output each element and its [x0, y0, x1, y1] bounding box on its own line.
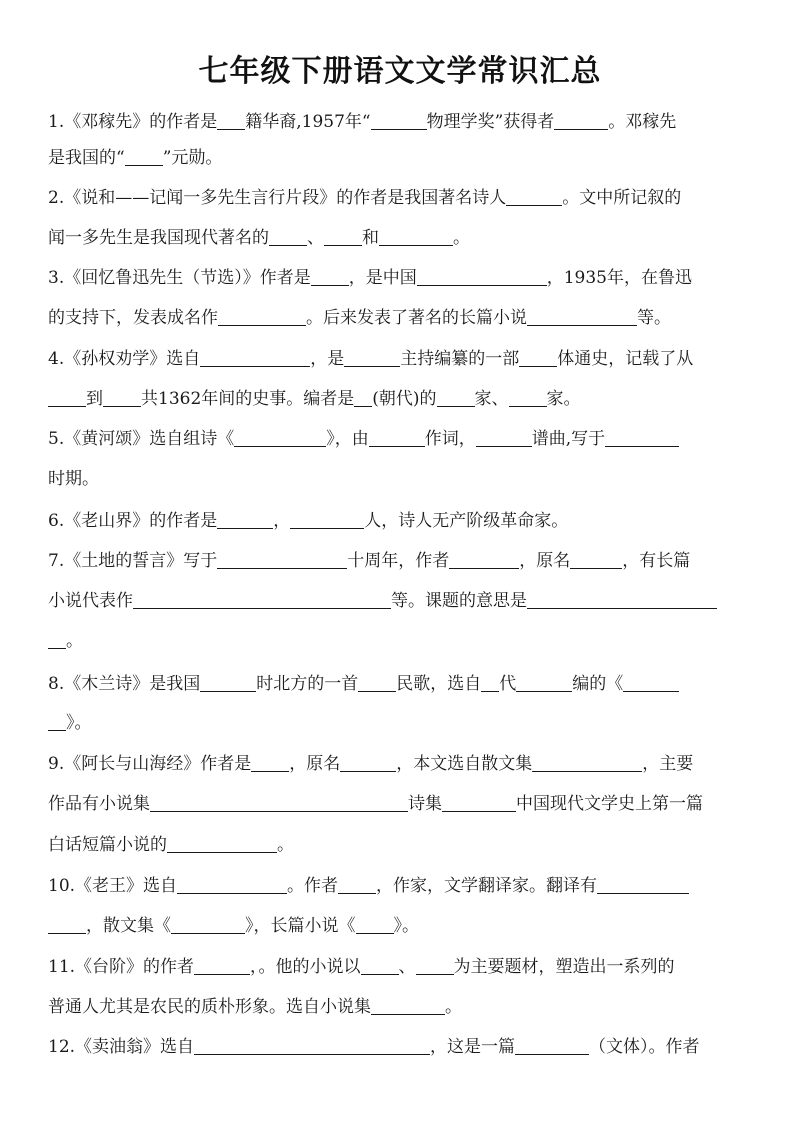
text-segment: 中国现代文学史上第一篇 — [516, 794, 703, 814]
fill-in-blank[interactable] — [200, 690, 256, 692]
fill-in-blank[interactable] — [356, 932, 394, 934]
text-line — [48, 825, 758, 865]
text-segment: 。作者 — [287, 876, 339, 896]
fill-in-blank[interactable] — [437, 405, 475, 407]
fill-in-blank[interactable] — [218, 324, 306, 326]
text-segment: 诗集 — [408, 794, 442, 814]
text-line — [48, 459, 758, 499]
text-segment: 》，由 — [326, 429, 369, 449]
text-segment: ，原名 — [289, 754, 341, 774]
fill-in-blank[interactable] — [532, 770, 642, 772]
text-segment: ，有长篇 — [622, 551, 691, 571]
fill-in-blank[interactable] — [103, 405, 141, 407]
text-line — [48, 947, 758, 987]
text-segment: 到 — [86, 389, 103, 409]
text-segment: ，作家，文学翻译家。翻译有 — [376, 876, 598, 896]
text-line — [48, 258, 758, 298]
fill-in-blank[interactable] — [177, 892, 287, 894]
text-segment: 籍华裔,1957年“ — [245, 112, 371, 132]
text-segment: 10.《老王》选自 — [48, 876, 178, 896]
fill-in-blank[interactable] — [358, 690, 396, 692]
text-line — [48, 138, 758, 178]
fill-in-blank[interactable] — [48, 729, 66, 731]
fill-in-blank[interactable] — [217, 567, 347, 569]
text-line — [48, 906, 758, 946]
fill-in-blank[interactable] — [605, 445, 679, 447]
fill-in-blank[interactable] — [527, 324, 637, 326]
text-line — [48, 339, 758, 379]
fill-in-blank[interactable] — [597, 892, 689, 894]
text-segment: 编的《 — [572, 674, 624, 694]
text-line — [48, 744, 758, 784]
fill-in-blank[interactable] — [194, 1053, 430, 1055]
text-segment: 12.《卖油翁》选自 — [48, 1037, 195, 1057]
text-segment: 小说代表作 — [48, 591, 133, 611]
fill-in-blank[interactable] — [449, 567, 519, 569]
fill-in-blank[interactable] — [48, 932, 86, 934]
fill-in-blank[interactable] — [361, 973, 399, 975]
text-line — [48, 298, 758, 338]
text-segment: ，1935年，在鲁迅 — [546, 268, 692, 288]
text-segment: ， — [273, 511, 291, 531]
text-segment: 等。 — [637, 308, 671, 328]
text-segment: 家、 — [474, 389, 509, 409]
text-line — [48, 379, 758, 419]
fill-in-blank[interactable] — [416, 973, 454, 975]
text-segment: 。 — [277, 835, 294, 855]
text-segment: 》。 — [66, 713, 92, 733]
text-segment: 1.《邓稼先》的作者是 — [48, 112, 218, 132]
fill-in-blank[interactable] — [570, 567, 622, 569]
fill-in-blank[interactable] — [506, 204, 562, 206]
text-segment: 作词， — [424, 429, 476, 449]
text-line — [48, 541, 758, 581]
text-segment: 家。 — [546, 389, 581, 409]
text-segment: ，。他的小说以 — [250, 957, 361, 977]
text-segment: ，原名 — [519, 551, 571, 571]
fill-in-blank[interactable] — [217, 128, 245, 130]
text-segment: ”元勋。 — [162, 148, 223, 168]
text-segment: 等。课题的意思是 — [391, 591, 527, 611]
text-segment: 为主要题材，塑造出一系列的 — [453, 957, 675, 977]
text-segment: （文体）。作者 — [589, 1037, 700, 1057]
fill-in-blank[interactable] — [369, 445, 425, 447]
text-segment: 人，诗人无产阶级革命家。 — [364, 511, 569, 531]
text-line — [48, 501, 758, 541]
text-segment: 普通人尤其是农民的质朴形象。选自小说集 — [48, 997, 371, 1017]
text-segment: 。 — [453, 228, 470, 248]
fill-in-blank[interactable] — [481, 690, 499, 692]
text-segment: 9.《阿长与山海经》作者是 — [48, 754, 252, 774]
text-segment: 3.《回忆鲁迅先生（节选）》作者是 — [48, 268, 311, 288]
text-segment: 。邓稼先 — [608, 112, 677, 132]
fill-in-blank[interactable] — [554, 128, 608, 130]
text-line — [48, 218, 758, 258]
fill-in-blank[interactable] — [324, 244, 362, 246]
text-segment: 时北方的一首 — [256, 674, 359, 694]
text-segment: 。后来发表了著名的长篇小说 — [306, 308, 527, 328]
text-segment: 十周年，作者 — [347, 551, 450, 571]
fill-in-blank[interactable] — [354, 405, 372, 407]
text-segment: 》，长篇小说《 — [245, 916, 356, 936]
fill-in-blank[interactable] — [167, 851, 277, 853]
text-segment: 是我国的“ — [48, 148, 125, 168]
text-segment: 。 — [445, 997, 462, 1017]
fill-in-blank[interactable] — [527, 607, 717, 609]
text-segment: (朝代)的 — [372, 389, 437, 409]
fill-in-blank[interactable] — [371, 128, 427, 130]
fill-in-blank[interactable] — [379, 244, 453, 246]
text-line — [48, 784, 758, 824]
fill-in-blank[interactable] — [133, 607, 391, 609]
text-segment: 时期。 — [48, 469, 99, 489]
text-segment: ，散文集《 — [86, 916, 171, 936]
text-line — [48, 621, 758, 661]
fill-in-blank[interactable] — [340, 770, 396, 772]
fill-in-blank[interactable] — [623, 690, 679, 692]
fill-in-blank[interactable] — [269, 244, 307, 246]
text-segment: 作品有小说集 — [48, 794, 150, 814]
fill-in-blank[interactable] — [371, 1013, 445, 1015]
text-segment: 4.《孙权劝学》选自 — [48, 349, 201, 369]
text-segment: 、 — [398, 957, 416, 977]
text-segment: ，这是一篇 — [430, 1037, 516, 1057]
text-segment: 白话短篇小说的 — [48, 835, 167, 855]
text-segment: 谱曲,写于 — [531, 429, 606, 449]
text-segment: 民歌，选自 — [396, 674, 482, 694]
text-segment: 、 — [307, 228, 324, 248]
text-segment: 体通史，记载了从 — [557, 349, 694, 369]
fill-in-blank[interactable] — [338, 892, 376, 894]
fill-in-blank[interactable] — [519, 365, 557, 367]
text-segment: 闻一多先生是我国现代著名的 — [48, 228, 269, 248]
text-segment: 和 — [362, 228, 379, 248]
text-segment: 11.《台阶》的作者 — [48, 957, 195, 977]
fill-in-blank[interactable] — [125, 164, 163, 166]
text-line — [48, 1027, 758, 1067]
text-segment: 7.《土地的誓言》写于 — [48, 551, 218, 571]
text-segment: 。 — [66, 631, 83, 651]
text-segment: ，是 — [310, 349, 345, 369]
fill-in-blank[interactable] — [515, 1053, 589, 1055]
text-line — [48, 866, 758, 906]
fill-in-blank[interactable] — [311, 284, 349, 286]
fill-in-blank[interactable] — [234, 445, 326, 447]
fill-in-blank[interactable] — [251, 770, 289, 772]
text-segment: 物理学奖”获得者 — [426, 112, 555, 132]
document-title: 七年级下册语文文学常识汇总 — [198, 54, 602, 89]
fill-in-blank[interactable] — [476, 445, 532, 447]
fill-in-blank[interactable] — [509, 405, 547, 407]
text-segment: 主持编纂的一部 — [400, 349, 520, 369]
fill-in-blank[interactable] — [344, 365, 400, 367]
text-line — [48, 664, 758, 704]
text-segment: 代 — [499, 674, 517, 694]
text-segment: 6.《老山界》的作者是 — [48, 511, 218, 531]
fill-in-blank[interactable] — [171, 932, 245, 934]
text-segment: 》。 — [393, 916, 419, 936]
text-line — [48, 419, 758, 459]
text-segment: ，主要 — [642, 754, 694, 774]
text-line — [48, 703, 758, 743]
text-line — [48, 178, 758, 218]
fill-in-blank[interactable] — [48, 647, 66, 649]
text-segment: 共1362年间的史事。编者是 — [141, 389, 355, 409]
text-line — [48, 102, 758, 142]
fill-in-blank[interactable] — [516, 690, 572, 692]
text-segment: 2.《说和——记闻一多先生言行片段》的作者是我国著名诗人 — [48, 188, 507, 208]
fill-in-blank[interactable] — [200, 365, 310, 367]
text-segment: 。文中所记叙的 — [562, 188, 682, 208]
fill-in-blank[interactable] — [290, 527, 364, 529]
text-line — [48, 581, 758, 621]
text-segment: 的支持下，发表成名作 — [48, 308, 218, 328]
fill-in-blank[interactable] — [417, 284, 547, 286]
fill-in-blank[interactable] — [48, 405, 86, 407]
text-segment: ，是中国 — [348, 268, 417, 288]
fill-in-blank[interactable] — [442, 810, 516, 812]
text-line — [48, 987, 758, 1027]
fill-in-blank[interactable] — [150, 810, 408, 812]
fill-in-blank[interactable] — [194, 973, 250, 975]
fill-in-blank[interactable] — [217, 527, 273, 529]
text-segment: 8.《木兰诗》是我国 — [48, 674, 201, 694]
text-segment: ，本文选自散文集 — [396, 754, 533, 774]
text-segment: 5.《黄河颂》选自组诗《 — [48, 429, 235, 449]
